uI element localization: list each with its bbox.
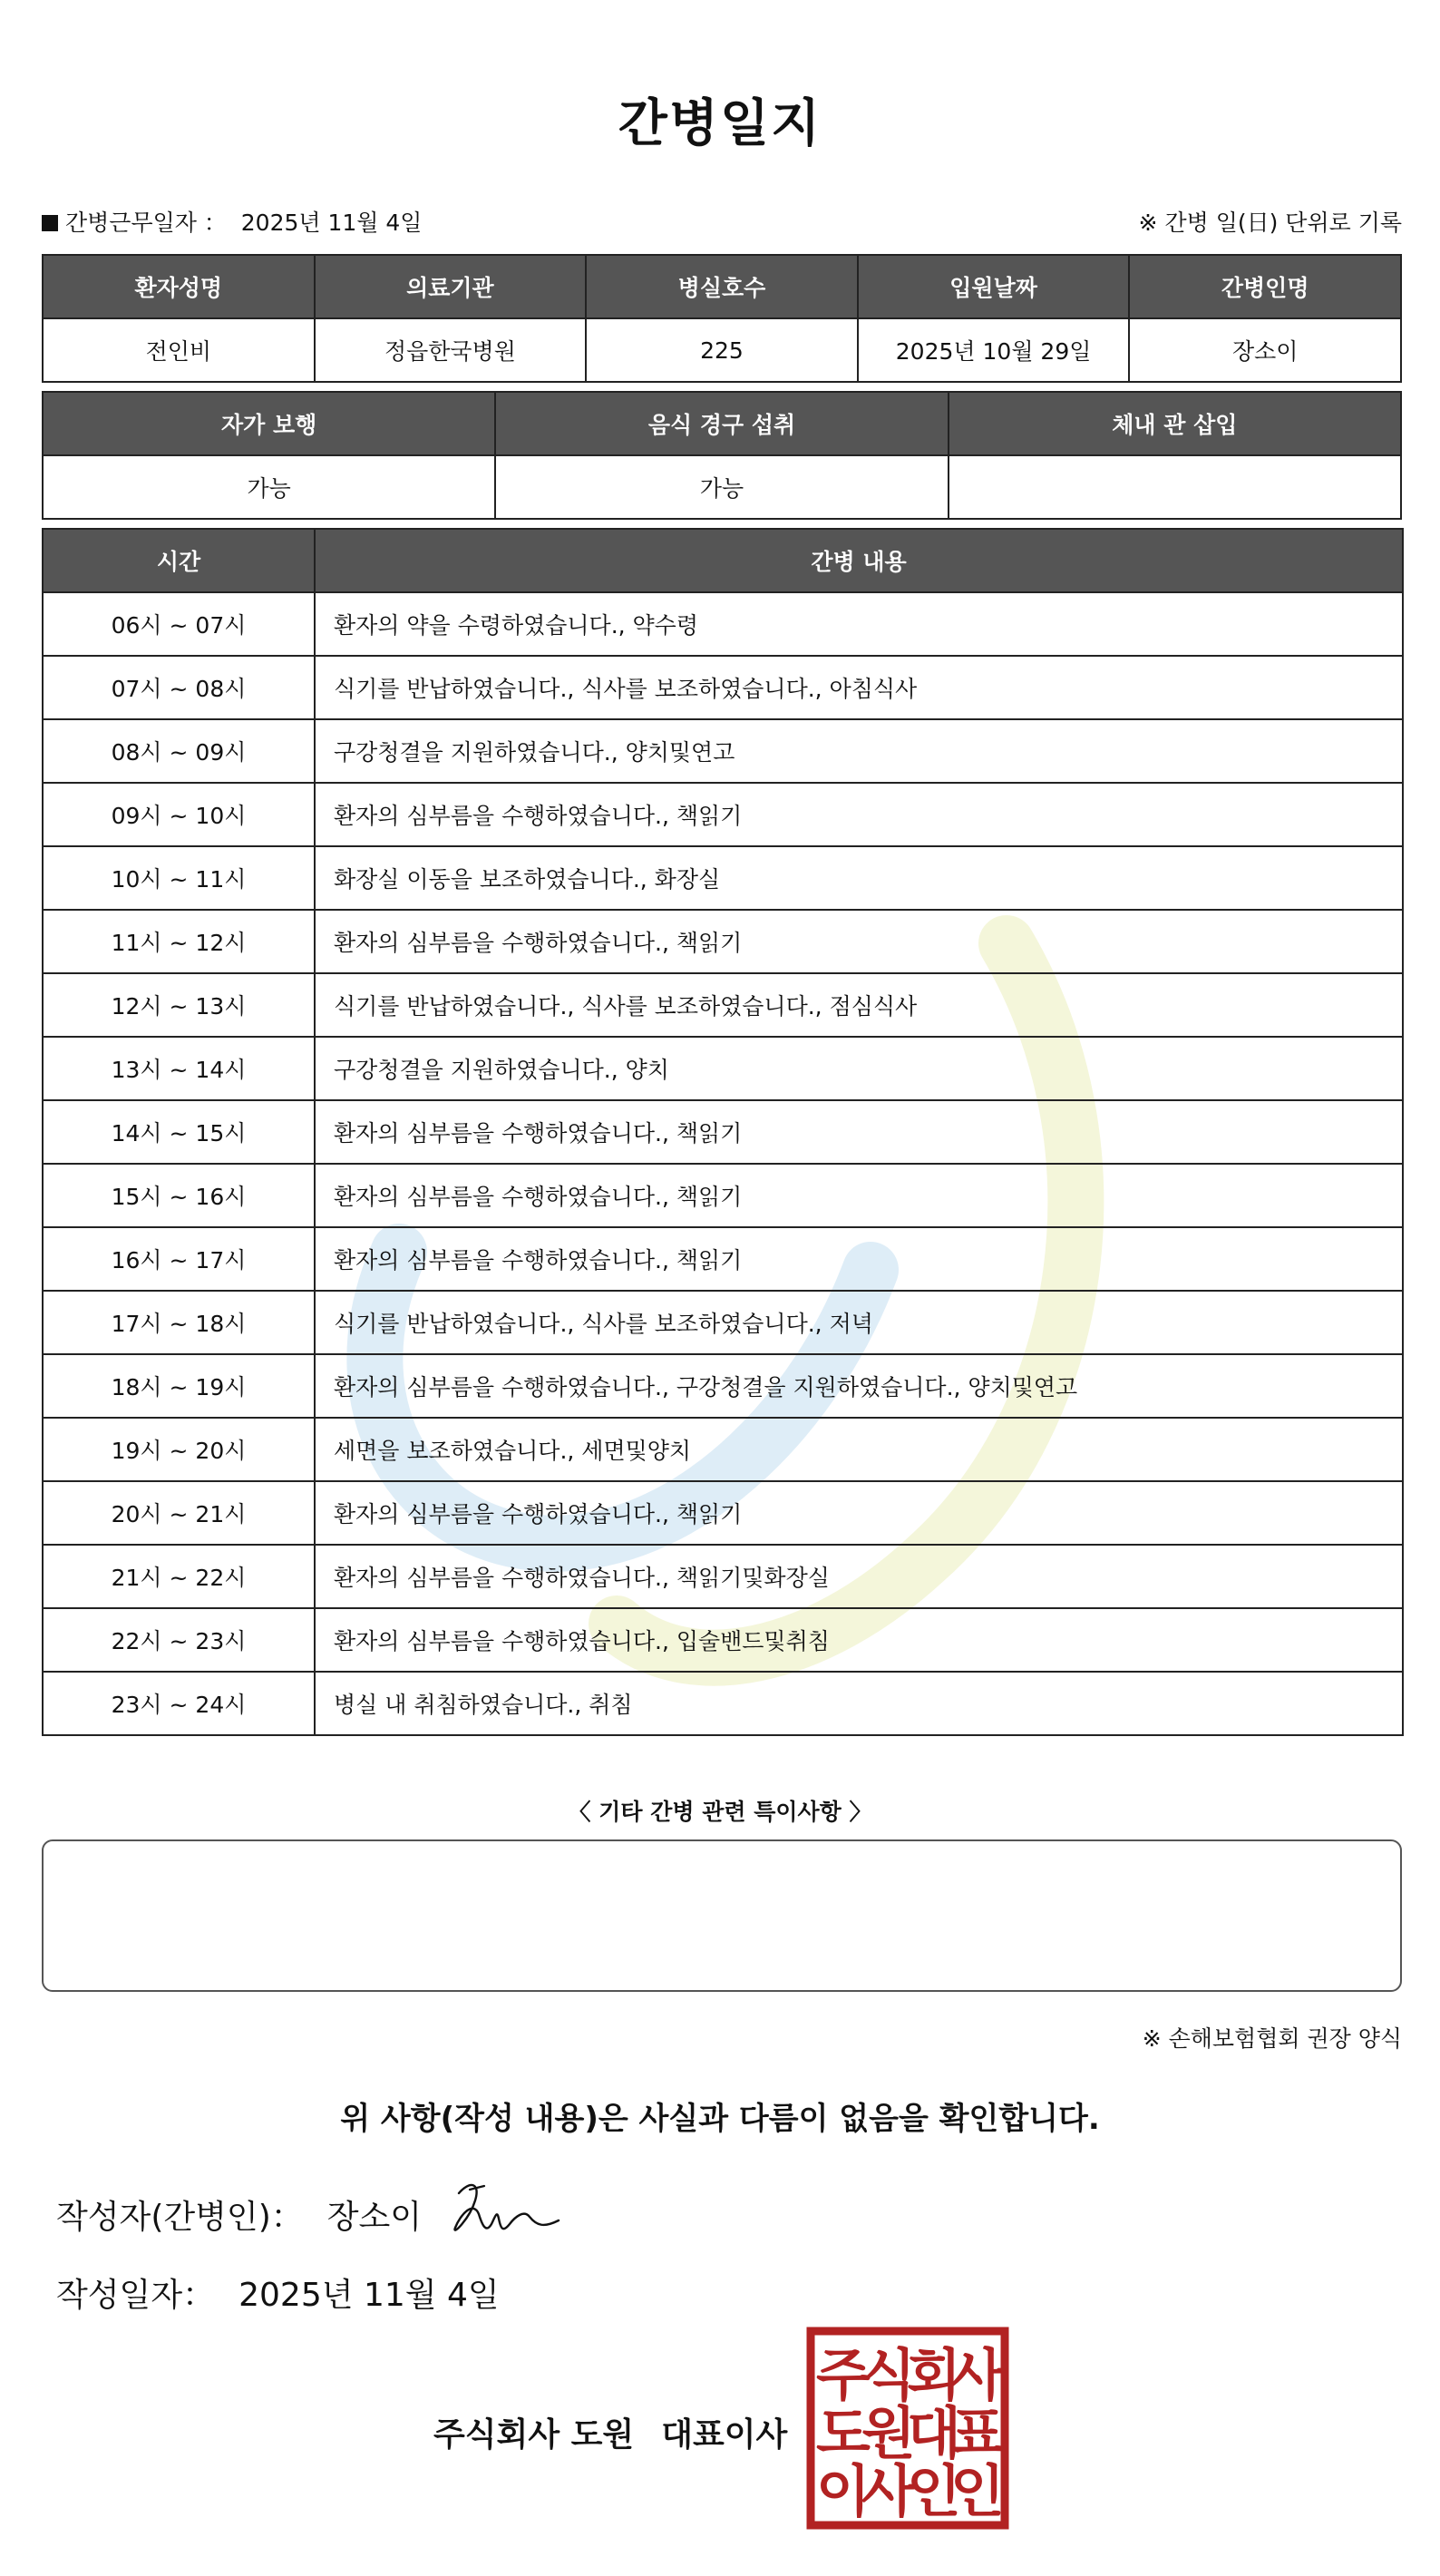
company-signature-line (433, 2409, 787, 2455)
table-row (43, 783, 1403, 846)
written-date-value: 2025년 11월 4일 (238, 2277, 500, 2314)
author-name: 장소이 (326, 2199, 423, 2236)
svg-text:표: 표 (950, 2400, 1005, 2466)
svg-text:원: 원 (861, 2400, 916, 2466)
table-row (43, 719, 1403, 783)
remarks-box (42, 1839, 1402, 1992)
svg-text:주: 주 (816, 2342, 871, 2408)
table-row (43, 1227, 1403, 1291)
patient-status-table (42, 391, 1402, 520)
patient-info-table (42, 254, 1402, 383)
content-cell: 환자의 심부름을 수행하였습니다., 책읽기및화장실 (315, 1545, 1403, 1608)
table-row (43, 592, 1403, 656)
admission-date: 2025년 10월 29일 (858, 318, 1130, 382)
content-cell: 식기를 반납하였습니다., 식사를 보조하였습니다., 아침식사 (315, 656, 1403, 719)
company-rep-title: 대표이사 (661, 2416, 788, 2454)
table-row (43, 1100, 1403, 1164)
svg-text:이: 이 (816, 2458, 871, 2524)
content-cell: 환자의 심부름을 수행하였습니다., 구강청결을 지원하였습니다., 양치및연고 (315, 1354, 1403, 1418)
table-row (43, 1545, 1403, 1608)
svg-text:대: 대 (907, 2400, 961, 2466)
content-cell: 식기를 반납하였습니다., 식사를 보조하였습니다., 점심식사 (315, 973, 1403, 1037)
header-self-walking: 자가 보행 (43, 392, 495, 455)
header-patient-name: 환자성명 (43, 255, 315, 318)
content-cell: 환자의 심부름을 수행하였습니다., 책읽기 (315, 910, 1403, 973)
time-cell: 10시 ~ 11시 (43, 846, 315, 910)
table-row (43, 973, 1403, 1037)
table-row (43, 1481, 1403, 1545)
table-row (43, 1608, 1403, 1672)
self-walking-value: 가능 (43, 455, 495, 519)
time-cell: 23시 ~ 24시 (43, 1672, 315, 1735)
time-cell: 11시 ~ 12시 (43, 910, 315, 973)
content-cell: 환자의 약을 수령하였습니다., 약수령 (315, 592, 1403, 656)
content-cell: 환자의 심부름을 수행하였습니다., 입술밴드및취침 (315, 1608, 1403, 1672)
time-cell: 16시 ~ 17시 (43, 1227, 315, 1291)
table-row (43, 846, 1403, 910)
oral-intake-value: 가능 (495, 455, 948, 519)
time-cell: 08시 ~ 09시 (43, 719, 315, 783)
svg-text:인: 인 (907, 2458, 961, 2524)
time-cell: 20시 ~ 21시 (43, 1481, 315, 1545)
work-date (42, 205, 422, 238)
content-cell: 환자의 심부름을 수행하였습니다., 책읽기 (315, 1227, 1403, 1291)
svg-text:사: 사 (950, 2342, 1005, 2408)
time-cell: 12시 ~ 13시 (43, 973, 315, 1037)
content-cell: 환자의 심부름을 수행하였습니다., 책읽기 (315, 783, 1403, 846)
table-row (43, 1037, 1403, 1100)
header-care-content: 간병 내용 (315, 529, 1403, 592)
table-row (43, 1164, 1403, 1227)
header-hospital: 의료기관 (315, 255, 587, 318)
time-cell: 21시 ~ 22시 (43, 1545, 315, 1608)
svg-text:식: 식 (861, 2342, 916, 2408)
content-cell: 구강청결을 지원하였습니다., 양치 (315, 1037, 1403, 1100)
svg-text:회: 회 (907, 2342, 961, 2408)
time-cell: 09시 ~ 10시 (43, 783, 315, 846)
hospital-name: 정읍한국병원 (315, 318, 587, 382)
table-row (43, 1291, 1403, 1354)
written-date-row (56, 2269, 500, 2316)
content-cell: 환자의 심부름을 수행하였습니다., 책읽기 (315, 1481, 1403, 1545)
time-cell: 06시 ~ 07시 (43, 592, 315, 656)
header-oral-intake: 음식 경구 섭취 (495, 392, 948, 455)
work-date-value: 2025년 11월 4일 (240, 210, 423, 236)
content-cell: 세면을 보조하였습니다., 세면및양치 (315, 1418, 1403, 1481)
recommend-note: ※ 손해보험협회 권장 양식 (1142, 2025, 1402, 2052)
content-cell: 식기를 반납하였습니다., 식사를 보조하였습니다., 저녁 (315, 1291, 1403, 1354)
company-name: 주식회사 도원 (433, 2416, 635, 2454)
time-cell: 15시 ~ 16시 (43, 1164, 315, 1227)
remarks-title: 〈 기타 간병 관련 특이사항 〉 (568, 1799, 872, 1825)
content-cell: 구강청결을 지원하였습니다., 양치및연고 (315, 719, 1403, 783)
table-row (43, 656, 1403, 719)
table-row (43, 1354, 1403, 1418)
table-row (43, 1672, 1403, 1735)
header-tube-insertion: 체내 관 삽입 (949, 392, 1401, 455)
caregiver-name: 장소이 (1129, 318, 1401, 382)
confirm-statement: 위 사항(작성 내용)은 사실과 다름이 없음을 확인합니다. (340, 2101, 1100, 2137)
patient-name: 전인비 (43, 318, 315, 382)
time-cell: 13시 ~ 14시 (43, 1037, 315, 1100)
care-log-table (42, 528, 1404, 1736)
time-cell: 17시 ~ 18시 (43, 1291, 315, 1354)
svg-text:사: 사 (861, 2458, 916, 2524)
written-date-label: 작성일자： (56, 2277, 216, 2314)
table-row (43, 1418, 1403, 1481)
content-cell: 환자의 심부름을 수행하였습니다., 책읽기 (315, 1164, 1403, 1227)
work-date-label: 간병근무일자 ： (65, 210, 227, 236)
header-caregiver: 간병인명 (1129, 255, 1401, 318)
room-number: 225 (586, 318, 858, 382)
header-room: 병실호수 (586, 255, 858, 318)
document-title: 간병일지 (618, 94, 822, 153)
time-cell: 19시 ~ 20시 (43, 1418, 315, 1481)
square-bullet-icon (42, 215, 58, 231)
svg-text:도: 도 (816, 2400, 871, 2466)
table-row (43, 910, 1403, 973)
unit-note: ※ 간병 일(日) 단위로 기록 (1138, 210, 1402, 236)
header-admission-date: 입원날짜 (858, 255, 1130, 318)
time-cell: 18시 ~ 19시 (43, 1354, 315, 1418)
svg-text:인: 인 (950, 2458, 1005, 2524)
content-cell: 화장실 이동을 보조하였습니다., 화장실 (315, 846, 1403, 910)
time-cell: 07시 ~ 08시 (43, 656, 315, 719)
company-seal-stamp (805, 2326, 1010, 2531)
tube-insertion-value (949, 455, 1401, 519)
content-cell: 병실 내 취침하였습니다., 취침 (315, 1672, 1403, 1735)
time-cell: 22시 ~ 23시 (43, 1608, 315, 1672)
signature-image (443, 2173, 569, 2246)
author-row (56, 2191, 422, 2238)
header-time: 시간 (43, 529, 315, 592)
content-cell: 환자의 심부름을 수행하였습니다., 책읽기 (315, 1100, 1403, 1164)
time-cell: 14시 ~ 15시 (43, 1100, 315, 1164)
author-label: 작성자(간병인)： (56, 2199, 304, 2236)
